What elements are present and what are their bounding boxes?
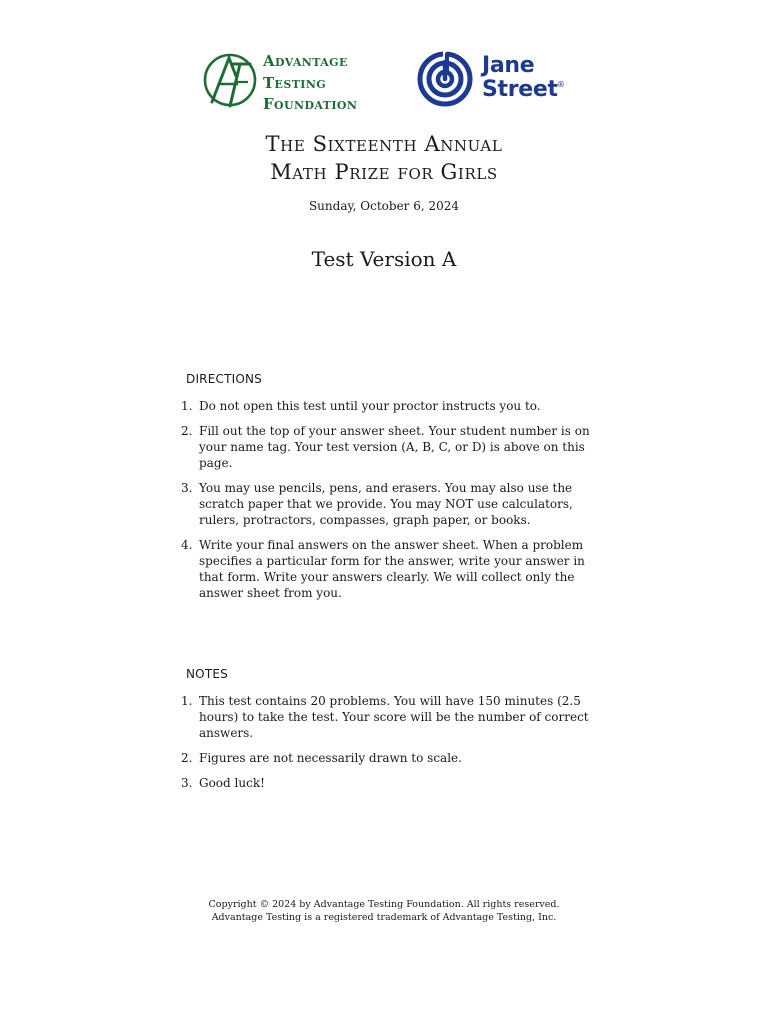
title-line-1: The Sixteenth Annual bbox=[265, 132, 503, 156]
item-number: 2. bbox=[181, 751, 193, 765]
jane-street-wordmark bbox=[482, 54, 558, 102]
jane-street-rings-icon bbox=[416, 50, 474, 108]
sponsor-logos bbox=[202, 46, 568, 112]
item-number: 1. bbox=[181, 399, 193, 413]
item-text: This test contains 20 problems. You will have 150 minutes (2.5 hours) to take the test. Your score will be the number of correct answers. bbox=[199, 694, 589, 740]
js-line-jane: Jane bbox=[482, 53, 535, 78]
trademark-line: Advantage Testing is a registered trademark of Advantage Testing, Inc. bbox=[211, 912, 557, 923]
test-date: Sunday, October 6, 2024 bbox=[308, 199, 460, 213]
item-number: 2. bbox=[181, 424, 193, 438]
list-item bbox=[181, 750, 603, 766]
advantage-testing-foundation-logo bbox=[202, 48, 402, 113]
list-item bbox=[181, 775, 603, 791]
item-text: Fill out the top of your answer sheet. Your student number is on your name tag. Your test version (A, B, C, or D) is above on this page. bbox=[199, 424, 590, 470]
atf-line-testing: Testing bbox=[263, 73, 327, 92]
list-item bbox=[181, 423, 603, 471]
directions-list bbox=[181, 398, 603, 610]
item-number: 3. bbox=[181, 481, 193, 495]
jane-street-logo bbox=[416, 46, 568, 112]
atf-line-foundation: Foundation bbox=[263, 95, 358, 113]
test-version: Test Version A bbox=[311, 247, 457, 271]
item-text: Figures are not necessarily drawn to scale. bbox=[199, 751, 462, 765]
js-line-street: Street bbox=[482, 77, 558, 102]
list-item bbox=[181, 693, 603, 741]
item-text: Write your final answers on the answer sheet. When a problem specifies a particular form for the answer, write your answer in that form. Write your answers clearly. We will collect only the answer sheet from you. bbox=[199, 538, 585, 600]
item-text: Do not open this test until your proctor instructs you to. bbox=[199, 399, 541, 413]
notes-heading: NOTES bbox=[186, 667, 228, 681]
copyright-line: Copyright © 2024 by Advantage Testing Foundation. All rights reserved. bbox=[208, 899, 560, 910]
directions-heading: DIRECTIONS bbox=[186, 372, 262, 386]
item-number: 1. bbox=[181, 694, 193, 708]
copyright-footer bbox=[0, 898, 768, 924]
notes-list bbox=[181, 693, 603, 800]
registered-mark: ® bbox=[557, 80, 565, 89]
atf-line-advantage: Advantage bbox=[263, 52, 348, 70]
item-number: 4. bbox=[181, 538, 193, 552]
item-text: You may use pencils, pens, and erasers. You may also use the scratch paper that we provide. You may NOT use calculators, rulers, protractors, compasses, graph paper, or books. bbox=[199, 481, 573, 527]
list-item bbox=[181, 398, 603, 414]
atf-monogram-icon bbox=[202, 50, 258, 110]
item-number: 3. bbox=[181, 776, 193, 790]
list-item bbox=[181, 537, 603, 601]
item-text: Good luck! bbox=[199, 776, 265, 790]
title-line-2: Math Prize for Girls bbox=[270, 160, 498, 184]
atf-wordmark bbox=[263, 51, 357, 116]
list-item bbox=[181, 480, 603, 528]
